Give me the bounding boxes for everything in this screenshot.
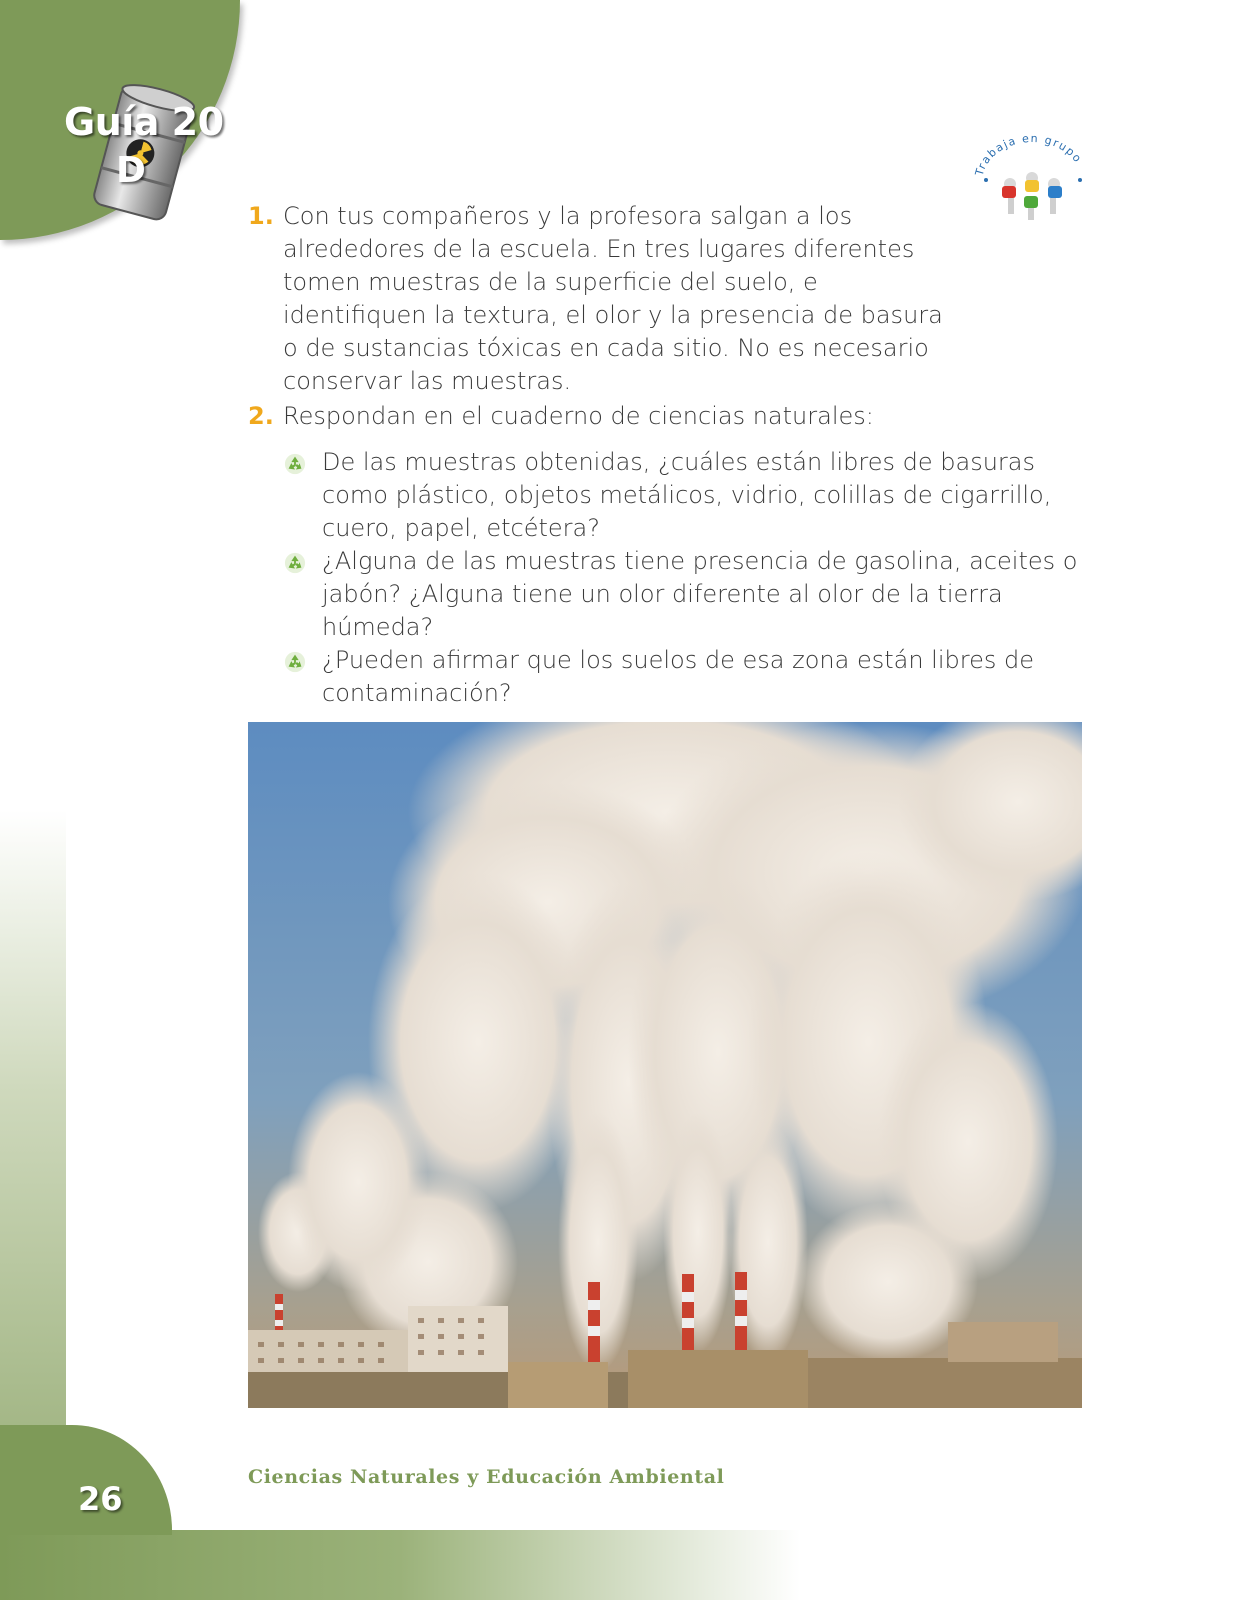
question-text: Con tus compañeros y la profesora salgan a los alrededores de la escuela. En tres lugares diferentes tomen muestras de la superficie del suelo, e identifiquen la textura, el olor y la presencia de basura o de sustancias tóxicas en cada sitio. No es necesario conservar las muestras. (283, 202, 943, 395)
list-item (284, 644, 1084, 710)
question-1 (248, 200, 943, 398)
bullet-list (284, 446, 1084, 710)
smokestacks-photo (248, 722, 1082, 1408)
guide-letter: D (116, 150, 146, 191)
question-text: Respondan en el cuaderno de ciencias naturales: (283, 402, 874, 430)
question-number: 2. (248, 402, 274, 430)
bottom-gradient-band (0, 1530, 800, 1600)
question-2 (248, 400, 943, 433)
question-number: 1. (248, 202, 274, 230)
badge-text: Trabaja en grupo (972, 134, 1085, 178)
bullet-text: ¿Alguna de las muestras tiene presencia de gasolina, aceites o jabón? ¿Alguna tiene un olor diferente al olor de la tierra húmeda? (322, 547, 1078, 641)
list-item (284, 446, 1084, 545)
book-title: Ciencias Naturales y Educación Ambiental (248, 1466, 725, 1488)
bullet-text: ¿Pueden afirmar que los suelos de esa zona están libres de contaminación? (322, 646, 1034, 707)
list-item (284, 545, 1084, 644)
recycle-icon (284, 651, 306, 673)
recycle-icon (284, 552, 306, 574)
svg-text:Trabaja en grupo (972, 134, 1084, 178)
bullet-text: De las muestras obtenidas, ¿cuáles están libres de basuras como plástico, objetos metálicos, vidrio, colillas de cigarrillo, cuero, papel, etcétera? (322, 448, 1052, 542)
recycle-icon (284, 453, 306, 475)
group-work-icon (972, 134, 1092, 234)
page-number: 26 (78, 1480, 123, 1518)
guide-title: Guía 20 (64, 100, 224, 144)
